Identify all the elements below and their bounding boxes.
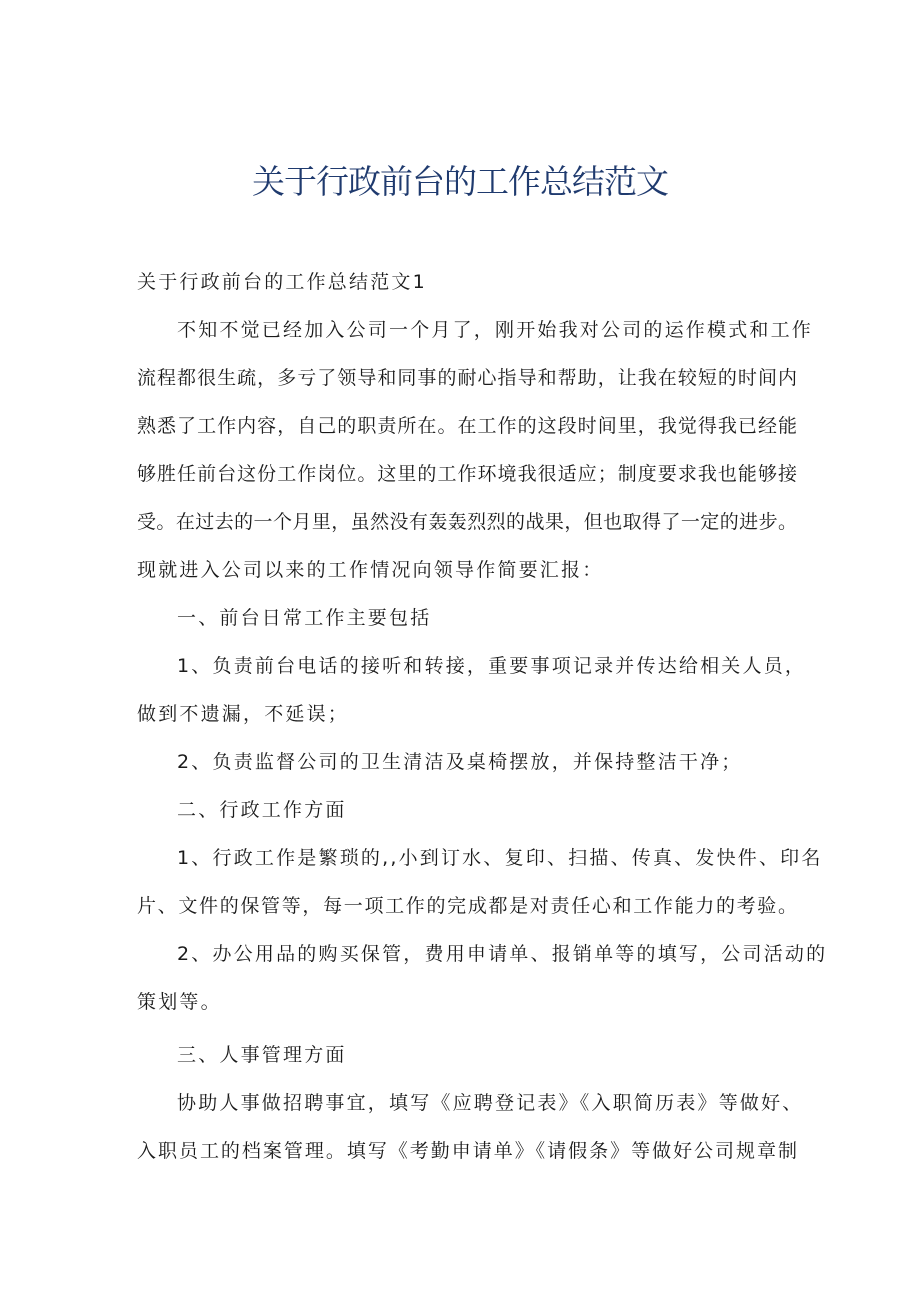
paragraph-line: 入职员工的档案管理。填写《考勤申请单》《请假条》等做好公司规章制 <box>137 1140 797 1162</box>
paragraph-line: 够胜任前台这份工作岗位。这里的工作环境我很适应；制度要求我也能够接 <box>137 463 797 485</box>
list-item: 1、负责前台电话的接听和转接，重要事项记录并传达给相关人员， <box>177 655 807 677</box>
list-item: 1、行政工作是繁琐的,,小到订水、复印、扫描、传真、发快件、印名 <box>177 847 823 869</box>
list-item: 2、办公用品的购买保管，费用申请单、报销单等的填写，公司活动的 <box>177 943 828 965</box>
list-heading: 一、前台日常工作主要包括 <box>177 607 432 629</box>
paragraph-line: 受。在过去的一个月里，虽然没有轰轰烈烈的战果，但也取得了一定的进步。 <box>137 511 797 533</box>
paragraph-line: 熟悉了工作内容，自己的职责所在。在工作的这段时间里，我觉得我已经能 <box>137 415 797 437</box>
paragraph-line: 流程都很生疏，多亏了领导和同事的耐心指导和帮助，让我在较短的时间内 <box>137 367 797 389</box>
section-heading: 关于行政前台的工作总结范文1 <box>137 271 427 293</box>
document-title: 关于行政前台的工作总结范文 <box>252 162 668 201</box>
list-heading: 三、人事管理方面 <box>177 1044 347 1066</box>
paragraph-line: 协助人事做招聘事宜，填写《应聘登记表》《入职简历表》等做好、 <box>177 1092 804 1114</box>
paragraph-line: 现就进入公司以来的工作情况向领导作简要汇报： <box>137 559 604 581</box>
document-body <box>137 262 828 1179</box>
list-heading: 二、行政工作方面 <box>177 799 347 821</box>
list-item-continuation: 片、文件的保管等，每一项工作的完成都是对责任心和工作能力的考验。 <box>137 895 797 917</box>
paragraph-line: 不知不觉已经加入公司一个月了，刚开始我对公司的运作模式和工作 <box>177 319 814 341</box>
list-item-continuation: 做到不遗漏，不延误； <box>137 703 350 725</box>
list-item-continuation: 策划等。 <box>137 991 222 1013</box>
list-item: 2、负责监督公司的卫生清洁及桌椅摆放，并保持整洁干净； <box>177 751 743 773</box>
